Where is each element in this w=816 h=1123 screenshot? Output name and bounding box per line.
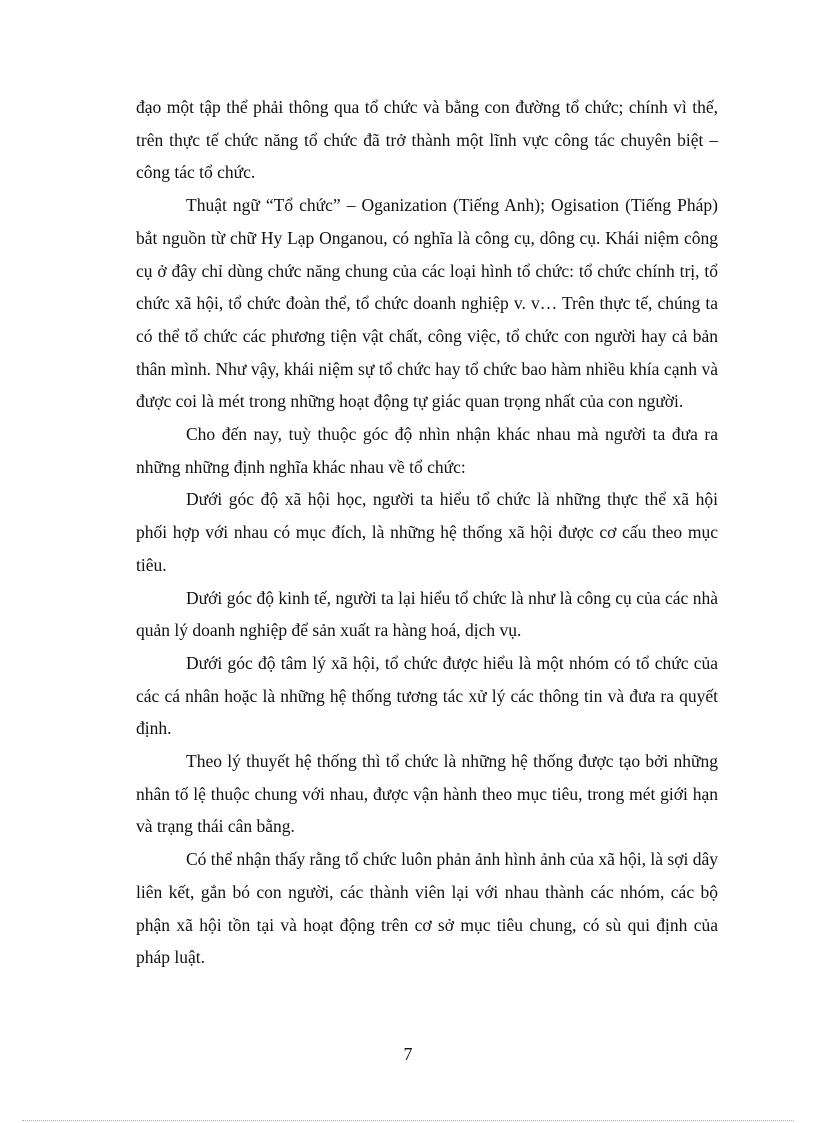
paragraph-3: Cho đến nay, tuỳ thuộc góc độ nhìn nhận khác nhau mà người ta đưa ra những những định nghĩa khác nhau về tổ chức:: [136, 424, 718, 477]
page-number: 7: [403, 1044, 413, 1064]
paragraph-2: Thuật ngữ “Tổ chức” – Oganization (Tiếng Anh); Ogisation (Tiếng Pháp) bắt nguồn từ chữ Hy Lạp Onganou, có nghĩa là công cụ, dông cụ. Khái niệm công cụ ở đây chỉ dùng chức năng chung của các loại hình tổ chức: tổ chức chính trị, tổ chức xã hội, tổ chức đoàn thể, tổ chức doanh nghiệp v. v… Trên thực tế, chúng ta có thể tổ chức các phương tiện vật chất, công việc, tổ chức con người hay cả bản thân mình. Như vậy, khái niệm sự tổ chức hay tổ chức bao hàm nhiều khía cạnh và được coi là mét trong những hoạt động tự giác quan trọng nhất của con người.: [136, 195, 718, 412]
paragraph-7: Theo lý thuyết hệ thống thì tổ chức là những hệ thống được tạo bởi những nhân tố lệ thuộc chung với nhau, được vận hành theo mục tiêu, trong mét giới hạn và trạng thái cân bằng.: [136, 751, 718, 837]
paragraph-1: đạo một tập thể phải thông qua tổ chức và bằng con đường tổ chức; chính vì thế, trên thực tế chức năng tổ chức đã trở thành một lĩnh vực công tác chuyên biệt – công tác tổ chức.: [136, 97, 718, 183]
paragraph-6: Dưới góc độ tâm lý xã hội, tổ chức được hiểu là một nhóm có tổ chức của các cá nhân hoặc là những hệ thống tương tác xử lý các thông tin và đưa ra quyết định.: [136, 652, 718, 739]
paragraph-4: Dưới góc độ xã hội học, người ta hiểu tổ chức là những thực thể xã hội phối hợp với nhau có mục đích, là những hệ thống xã hội được cơ cấu theo mục tiêu.: [136, 489, 718, 575]
page-bottom-border: [22, 1120, 794, 1121]
paragraph-8: Có thể nhận thấy rằng tổ chức luôn phản ảnh hình ảnh của xã hội, là sợi dây liên kết, gắn bó con người, các thành viên lại với nhau thành các nhóm, các bộ phận xã hội tồn tại và hoạt động trên cơ sở mục tiêu chung, có sù qui định của pháp luật.: [136, 849, 718, 968]
paragraph-5: Dưới góc độ kinh tế, người ta lại hiểu tổ chức là như là công cụ của các nhà quản lý doanh nghiệp để sản xuất ra hàng hoá, dịch vụ.: [136, 587, 718, 641]
page-body: [136, 91, 718, 974]
